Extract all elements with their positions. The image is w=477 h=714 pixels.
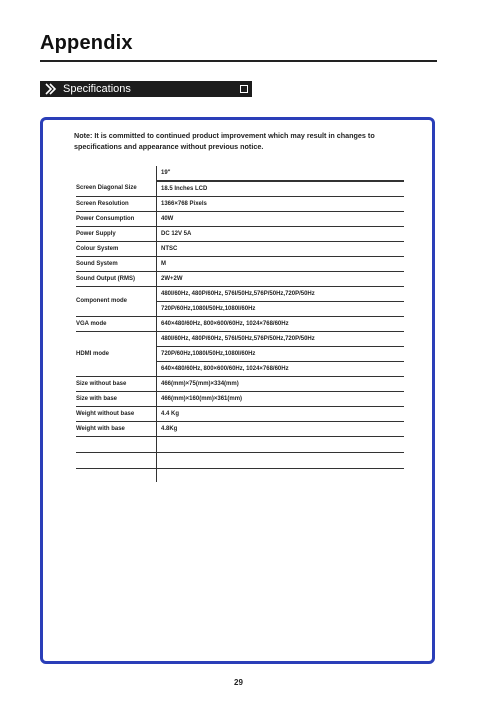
spec-value: 2W+2W [157,271,405,286]
specifications-table [76,166,404,482]
empty-value-cell [157,468,405,482]
empty-label-cell [76,436,157,452]
spec-value: 4.4 Kg [157,406,405,421]
spec-value: NTSC [157,241,405,256]
chevron-right-icon [44,82,58,96]
spec-value: 720P/60Hz,1080I/50Hz,1080I/60Hz [157,301,405,316]
table-row [76,211,404,226]
table-row [76,256,404,271]
spec-value: M [157,256,405,271]
spec-value: 640×480/60Hz, 800×600/60Hz, 1024×768/60Hz [157,361,405,376]
table-row [76,181,404,196]
table-row [76,421,404,436]
table-row [76,226,404,241]
spec-label: Sound Output (RMS) [76,271,157,286]
spec-label: Weight without base [76,406,157,421]
empty-value-cell [157,452,405,468]
title-rule [40,60,437,62]
spec-label: Colour System [76,241,157,256]
spec-label: VGA mode [76,316,157,331]
spec-value: 466(mm)×160(mm)×361(mm) [157,391,405,406]
empty-table-row [76,468,404,482]
spec-label: Power Supply [76,226,157,241]
spec-label: Component mode [76,286,157,316]
empty-value-cell [157,436,405,452]
section-title: Specifications [63,83,131,95]
spec-label: Power Consumption [76,211,157,226]
spec-label: Sound System [76,256,157,271]
spec-value: 18.5 Inches LCD [157,181,405,196]
empty-label-cell [76,452,157,468]
empty-label-cell [76,468,157,482]
page-number: 29 [234,678,243,687]
section-bar [40,81,252,97]
spec-label: Screen Diagonal Size [76,181,157,196]
table-row [76,316,404,331]
spec-value: DC 12V 5A [157,226,405,241]
table-row [76,331,404,346]
spec-header-value: 19" [157,166,405,181]
note-text: Note: It is committed to continued product improvement which may result in changes to specifications and appearance without previous notice. [74,131,375,151]
spec-value: 1366×768 Pixels [157,196,405,211]
table-row [76,406,404,421]
spec-value: 466(mm)×75(mm)×334(mm) [157,376,405,391]
spec-value: 480I/60Hz, 480P/60Hz, 576I/50Hz,576P/50Hz,720P/50Hz [157,286,405,301]
table-row [76,241,404,256]
table-row [76,271,404,286]
table-row [76,391,404,406]
spec-label: Screen Resolution [76,196,157,211]
empty-table-row [76,436,404,452]
spec-value: 720P/60Hz,1080I/50Hz,1080I/60Hz [157,346,405,361]
spec-label: HDMI mode [76,331,157,376]
empty-table-row [76,452,404,468]
square-icon [240,85,248,93]
spec-value: 40W [157,211,405,226]
table-row [76,196,404,211]
spec-label: Weight with base [76,421,157,436]
spec-header-label [76,166,157,181]
spec-value: 480I/60Hz, 480P/60Hz, 576I/50Hz,576P/50Hz,720P/50Hz [157,331,405,346]
spec-label: Size with base [76,391,157,406]
table-row [76,286,404,301]
page-title: Appendix [40,32,133,54]
table-row [76,376,404,391]
spec-value: 640×480/60Hz, 800×600/60Hz, 1024×768/60Hz [157,316,405,331]
spec-value: 4.8Kg [157,421,405,436]
spec-label: Size without base [76,376,157,391]
